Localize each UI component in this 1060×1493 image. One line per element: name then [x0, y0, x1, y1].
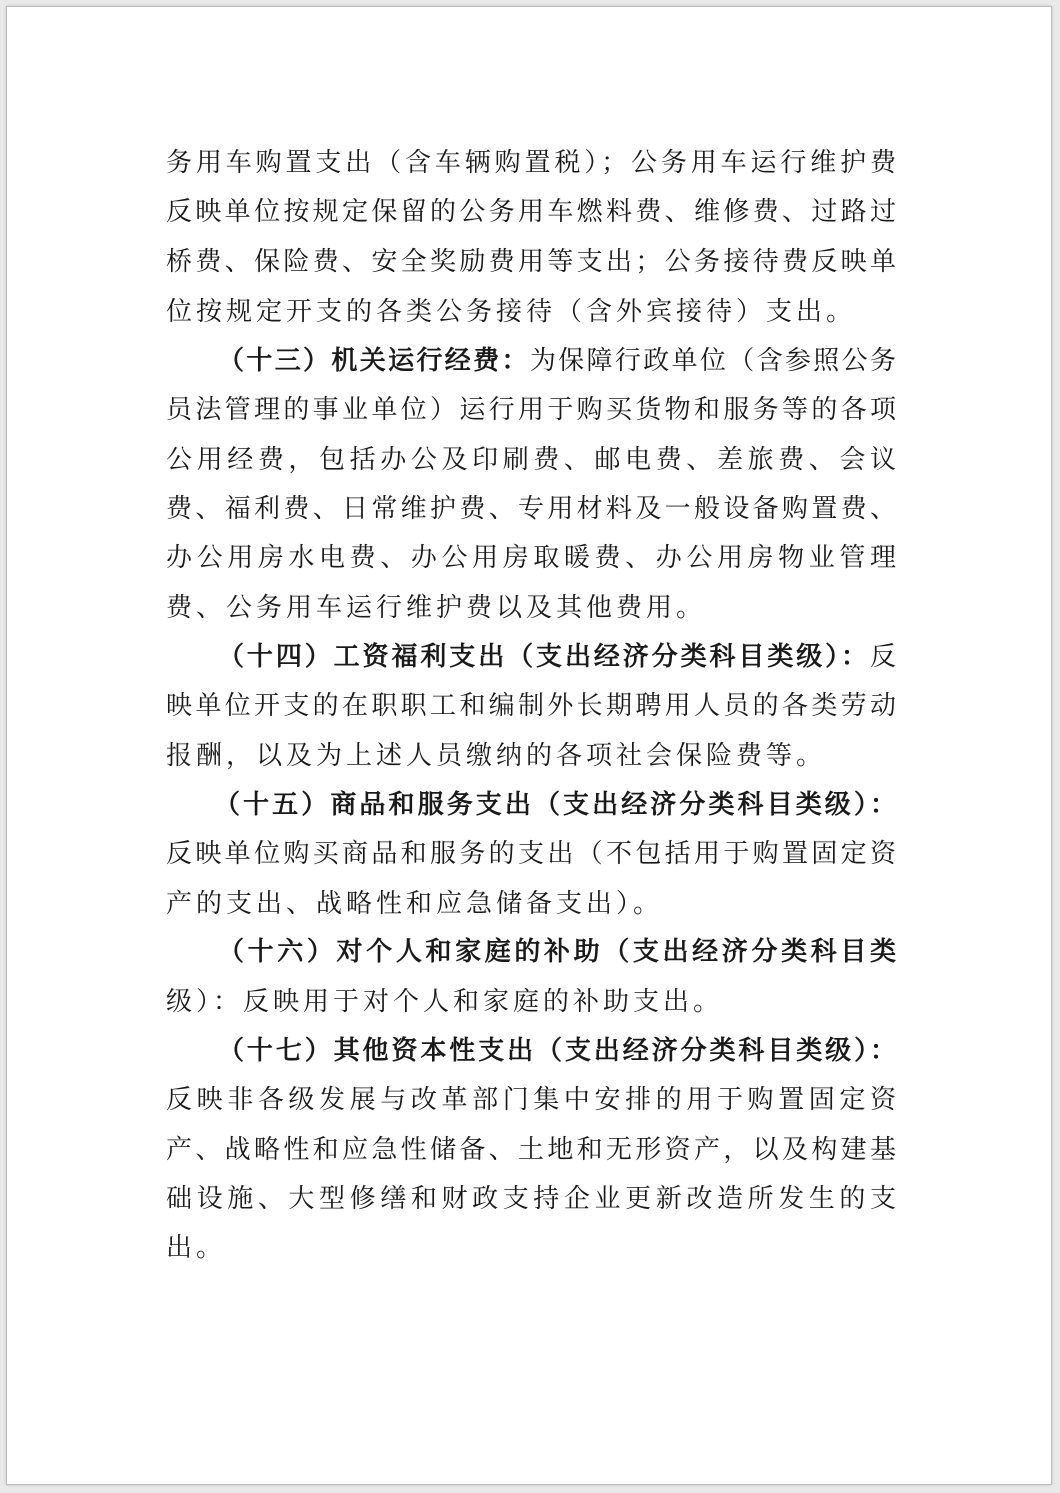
body-text: 反: [869, 642, 896, 672]
body-line: 位按规定开支的各类公务接待（含外宾接待）支出。: [166, 297, 857, 327]
body-line: 础设施、大型修缮和财政支持企业更新改造所发生的支: [166, 1184, 896, 1214]
paragraph-16-first-line: [218, 935, 896, 969]
heading-15: （十五）商品和服务支出（支出经济分类科目类级）：: [214, 790, 896, 820]
paragraph-15-first-line: [214, 788, 896, 822]
heading-14: （十四）工资福利支出（支出经济分类科目类级）：: [218, 642, 870, 672]
body-text: 为保障行政单位（含参照公务: [529, 346, 896, 376]
body-line: 费、公务用车运行维护费以及其他费用。: [166, 593, 707, 623]
body-line: 办公用房水电费、办公用房取暖费、办公用房物业管理: [166, 543, 896, 573]
body-line: 级）：反映用于对个人和家庭的补助支出。: [166, 987, 724, 1017]
heading-16: （十六）对个人和家庭的补助（支出经济分类科目类: [218, 937, 896, 967]
body-line: 员法管理的事业单位）运行用于购买货物和服务等的各项: [166, 395, 896, 425]
heading-17: （十七）其他资本性支出（支出经济分类科目类级）：: [218, 1036, 896, 1066]
paragraph-17-first-line: [218, 1034, 896, 1068]
body-line: 产的支出、战略性和应急储备支出）。: [166, 889, 664, 919]
body-line: 反映单位按规定保留的公务用车燃料费、维修费、过路过: [166, 197, 896, 227]
body-line: 映单位开支的在职职工和编制外长期聘用人员的各类劳动: [166, 691, 896, 721]
heading-13: （十三）机关运行经费：: [218, 346, 530, 376]
paragraph-14-first-line: [218, 640, 896, 674]
paragraph-13-first-line: [218, 344, 896, 378]
body-line: 务用车购置支出（含车辆购置税）；公务用车运行维护费: [166, 148, 896, 178]
body-line: 反映非各级发展与改革部门集中安排的用于购置固定资: [166, 1085, 896, 1115]
body-line: 出。: [166, 1233, 227, 1263]
body-line: 桥费、保险费、安全奖励费用等支出；公务接待费反映单: [166, 247, 896, 277]
body-line: 反映单位购买商品和服务的支出（不包括用于购置固定资: [166, 839, 896, 869]
body-line: 公用经费，包括办公及印刷费、邮电费、差旅费、会议: [166, 445, 896, 475]
body-line: 费、福利费、日常维护费、专用材料及一般设备购置费、: [166, 494, 896, 524]
body-line: 产、战略性和应急性储备、土地和无形资产，以及构建基: [166, 1135, 896, 1165]
body-line: 报酬，以及为上述人员缴纳的各项社会保险费等。: [166, 741, 827, 771]
